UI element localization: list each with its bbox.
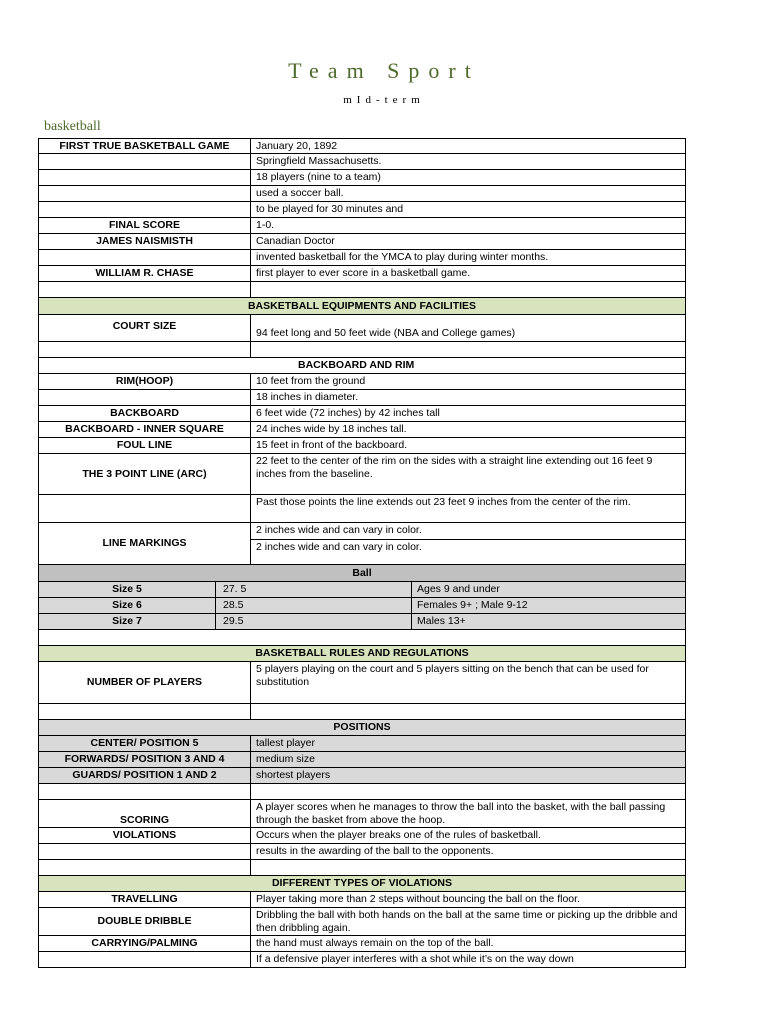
table-row bbox=[38, 406, 686, 422]
table-row bbox=[38, 186, 686, 202]
table-row bbox=[38, 202, 686, 218]
row-value: first player to ever score in a basketball game. bbox=[256, 267, 471, 279]
table-row bbox=[38, 495, 686, 523]
subsection-row bbox=[38, 358, 686, 374]
row-label: SCORING bbox=[39, 800, 251, 827]
row-value: 6 feet wide (72 inches) by 42 inches tall bbox=[256, 407, 440, 419]
ball-size: Size 6 bbox=[39, 598, 216, 613]
table-row bbox=[38, 250, 686, 266]
row-value: 2 inches wide and can vary in color. bbox=[251, 539, 685, 564]
row-label: BACKBOARD bbox=[39, 406, 251, 421]
table-row bbox=[38, 828, 686, 844]
row-label bbox=[39, 250, 251, 265]
table-row bbox=[38, 266, 686, 282]
row-value: used a soccer ball. bbox=[256, 187, 344, 199]
row-label: RIM(HOOP) bbox=[39, 374, 251, 389]
ball-row bbox=[38, 598, 686, 614]
table-row bbox=[38, 736, 686, 752]
row-value: the hand must always remain on the top of the ball. bbox=[256, 937, 494, 949]
row-label bbox=[39, 844, 251, 859]
row-label bbox=[39, 202, 251, 217]
empty-row bbox=[38, 282, 686, 298]
table-row bbox=[38, 800, 686, 828]
ball-circumference: 28.5 bbox=[216, 598, 412, 613]
table-row bbox=[38, 138, 686, 154]
table-row bbox=[38, 892, 686, 908]
row-label: WILLIAM R. CHASE bbox=[39, 266, 251, 281]
row-label: LINE MARKINGS bbox=[39, 523, 251, 564]
row-label: BACKBOARD - INNER SQUARE bbox=[39, 422, 251, 437]
table-row bbox=[38, 154, 686, 170]
row-label: FIRST TRUE BASKETBALL GAME bbox=[39, 139, 251, 153]
empty-row bbox=[38, 704, 686, 720]
ball-size: Size 5 bbox=[39, 582, 216, 597]
table-row bbox=[38, 752, 686, 768]
row-value: Dribbling the ball with both hands on the ball at the same time or picking up the dribble and then dribbling again. bbox=[256, 909, 678, 934]
row-label: CARRYING/PALMING bbox=[39, 936, 251, 951]
row-value: Occurs when the player breaks one of the rules of basketball. bbox=[256, 829, 541, 841]
row-value: 24 inches wide by 18 inches tall. bbox=[256, 423, 407, 435]
section-banner: BASKETBALL EQUIPMENTS AND FACILITIES bbox=[38, 298, 686, 315]
row-label: FOUL LINE bbox=[39, 438, 251, 453]
section-banner: Ball bbox=[38, 565, 686, 582]
row-value: Past those points the line extends out 23 feet 9 inches from the center of the rim. bbox=[256, 496, 631, 508]
row-value: 15 feet in front of the backboard. bbox=[256, 439, 408, 451]
table-row bbox=[38, 374, 686, 390]
row-value: Canadian Doctor bbox=[256, 235, 335, 247]
table-row bbox=[38, 315, 686, 342]
table-row bbox=[38, 234, 686, 250]
row-value: 18 inches in diameter. bbox=[256, 391, 359, 403]
row-label: THE 3 POINT LINE (ARC) bbox=[39, 454, 251, 494]
ball-row bbox=[38, 582, 686, 598]
table-row bbox=[38, 523, 686, 565]
ball-circumference: 27. 5 bbox=[216, 582, 412, 597]
row-value: tallest player bbox=[256, 737, 315, 749]
row-label: DOUBLE DRIBBLE bbox=[39, 908, 251, 935]
row-label: TRAVELLING bbox=[39, 892, 251, 907]
row-label bbox=[39, 170, 251, 185]
row-label bbox=[39, 390, 251, 405]
notes-table bbox=[38, 138, 686, 968]
row-value: invented basketball for the YMCA to play during winter months. bbox=[256, 251, 549, 263]
row-value: 18 players (nine to a team) bbox=[256, 171, 381, 183]
row-label: JAMES NAISMISTH bbox=[39, 234, 251, 249]
table-row bbox=[38, 170, 686, 186]
empty-row bbox=[38, 860, 686, 876]
row-label bbox=[39, 952, 251, 967]
row-value: 10 feet from the ground bbox=[256, 375, 366, 387]
row-label: CENTER/ POSITION 5 bbox=[39, 736, 251, 751]
row-label bbox=[39, 495, 251, 522]
section-banner: POSITIONS bbox=[38, 720, 686, 736]
row-value: 5 players playing on the court and 5 players sitting on the bench that can be used for substitution bbox=[256, 663, 649, 688]
section-banner: DIFFERENT TYPES OF VIOLATIONS bbox=[38, 876, 686, 892]
document-subtitle: mId-term bbox=[343, 94, 425, 106]
ball-age-group: Males 13+ bbox=[417, 615, 466, 627]
row-value: Player taking more than 2 steps without bouncing the ball on the floor. bbox=[256, 893, 580, 905]
table-row bbox=[38, 844, 686, 860]
table-row bbox=[38, 952, 686, 968]
table-row bbox=[38, 936, 686, 952]
row-value: results in the awarding of the ball to the opponents. bbox=[256, 845, 494, 857]
empty-row bbox=[38, 784, 686, 800]
section-banner: BASKETBALL RULES AND REGULATIONS bbox=[38, 646, 686, 662]
ball-row bbox=[38, 614, 686, 630]
row-label: FORWARDS/ POSITION 3 AND 4 bbox=[39, 752, 251, 767]
ball-age-group: Ages 9 and under bbox=[417, 583, 500, 595]
section-heading: basketball bbox=[44, 119, 101, 134]
table-row bbox=[38, 768, 686, 784]
ball-size: Size 7 bbox=[39, 614, 216, 629]
table-row bbox=[38, 422, 686, 438]
table-row bbox=[38, 218, 686, 234]
row-label: COURT SIZE bbox=[39, 315, 251, 341]
document-title: Team Sport bbox=[288, 58, 480, 83]
row-label: NUMBER OF PLAYERS bbox=[39, 662, 251, 703]
row-value: 1-0. bbox=[256, 219, 275, 231]
row-value: medium size bbox=[256, 753, 315, 765]
row-value: 22 feet to the center of the rim on the sides with a straight line extending out 16 feet 9 inches from the baseline. bbox=[256, 455, 653, 480]
empty-row bbox=[38, 630, 686, 646]
ball-circumference: 29.5 bbox=[216, 614, 412, 629]
row-label bbox=[39, 154, 251, 169]
row-value: January 20, 1892 bbox=[256, 139, 338, 152]
row-value: 2 inches wide and can vary in color. bbox=[256, 524, 422, 536]
row-label: FINAL SCORE bbox=[39, 218, 251, 233]
row-label bbox=[39, 186, 251, 201]
table-row bbox=[38, 454, 686, 495]
row-value: 94 feet long and 50 feet wide (NBA and College games) bbox=[256, 327, 516, 339]
row-value: shortest players bbox=[256, 769, 331, 781]
row-value: A player scores when he manages to throw the ball into the basket, with the ball passing through the basket from above the hoop. bbox=[256, 801, 666, 826]
empty-row bbox=[38, 342, 686, 358]
ball-age-group: Females 9+ ; Male 9-12 bbox=[417, 599, 528, 611]
row-value: If a defensive player interferes with a shot while it’s on the way down bbox=[256, 953, 574, 965]
row-label: VIOLATIONS bbox=[39, 828, 251, 843]
row-value: to be played for 30 minutes and bbox=[256, 203, 404, 215]
table-row bbox=[38, 438, 686, 454]
table-row bbox=[38, 662, 686, 704]
row-label: GUARDS/ POSITION 1 AND 2 bbox=[39, 768, 251, 783]
subsection-heading: BACKBOARD AND RIM bbox=[298, 359, 415, 371]
row-value: Springfield Massachusetts. bbox=[256, 155, 382, 167]
table-row bbox=[38, 390, 686, 406]
table-row bbox=[38, 908, 686, 936]
